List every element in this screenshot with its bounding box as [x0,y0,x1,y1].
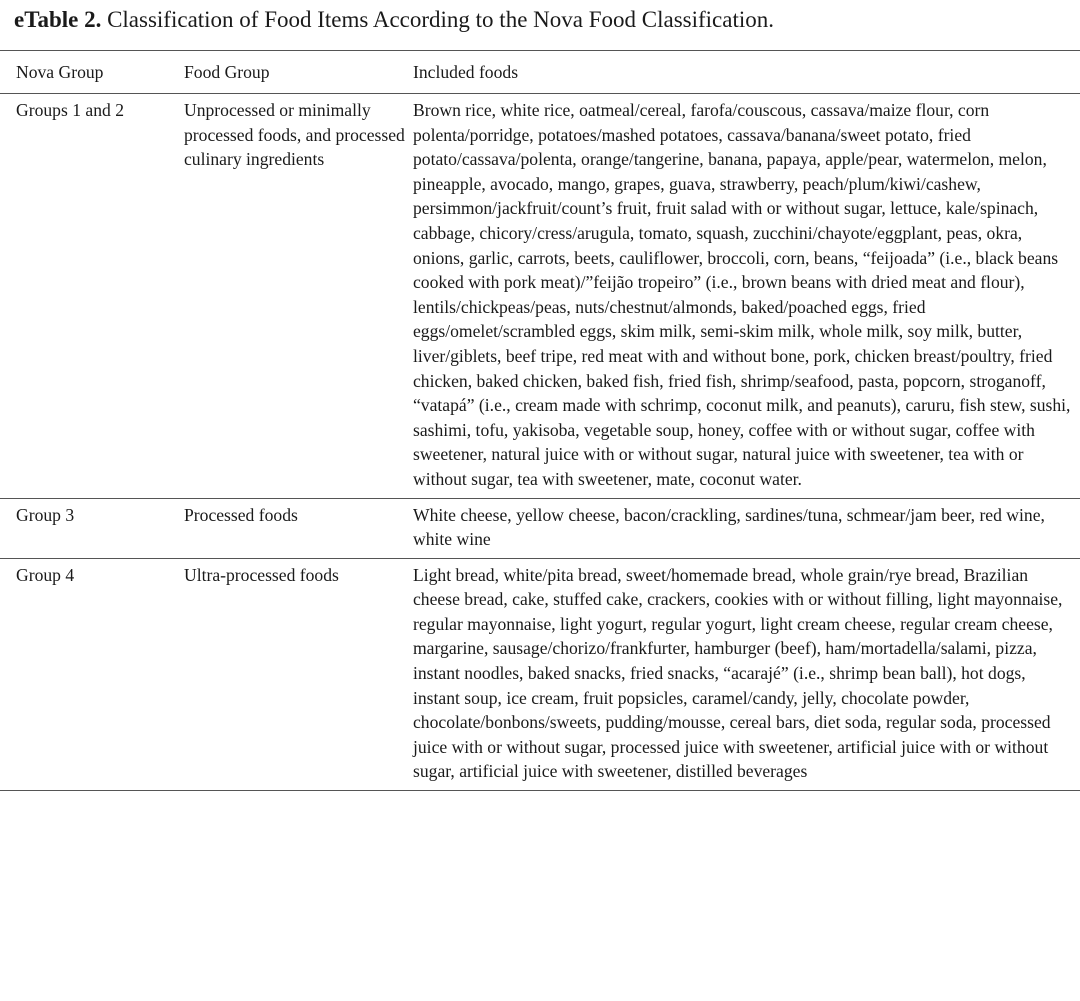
nova-classification-table [0,50,1080,791]
cell-nova-group: Groups 1 and 2 [16,100,124,120]
header-row [0,51,1080,94]
cell-food-group: Ultra-processed foods [184,564,339,585]
table-row [0,498,1080,558]
table-body [0,94,1080,791]
table-row [0,94,1080,499]
table-caption [14,4,774,36]
header-included-foods: Included foods [413,61,519,82]
cell-nova-group: Group 4 [16,564,75,585]
table-header [0,51,1080,94]
cell-food-group: Processed foods [184,504,298,525]
cell-included-foods: Light bread, white/pita bread, sweet/homemade bread, whole grain/rye bread, Brazilian cheese bread, cake, stuffed cake, crackers, cookies with or without filling, light mayonnaise, regular mayonnaise, light yogurt, regular yogurt, light cream cheese, regular cream cheese, margarine, sausage/chorizo/frankfurter, hamburger (beef), ham/mortadella/salami, pizza, instant noodles, baked snacks, fried snacks, “acarajé” (i.e., shrimp bean ball), hot dogs, instant soup, ice cream, fruit popsicles, caramel/candy, jelly, chocolate powder, chocolate/bonbons/sweets, pudding/mousse, cereal bars, diet soda, regular soda, processed juice with or without sugar, processed juice with sweetener, artificial juice with or without sugar, artificial juice with sweetener, distilled beverages [413,564,1063,782]
table-caption-label: eTable 2. [14,7,102,32]
header-food-group: Food Group [184,61,270,82]
cell-nova-group: Group 3 [16,504,75,525]
cell-included-foods: White cheese, yellow cheese, bacon/crackling, sardines/tuna, schmear/jam beer, red wine, white wine [413,504,1045,550]
header-nova-group: Nova Group [16,61,104,82]
cell-food-group: Unprocessed or minimally processed foods, and processed culinary ingredients [184,100,405,170]
table-caption-text: Classification of Food Items According to the Nova Food Classification. [107,7,774,32]
cell-included-foods: Brown rice, white rice, oatmeal/cereal, farofa/couscous, cassava/maize flour, corn polenta/porridge, potatoes/mashed potatoes, cassava/banana/sweet potato, fried potato/cassava/polenta, orange/tangerine, banana, papaya, apple/pear, watermelon, melon, pineapple, avocado, mango, grapes, guava, strawberry, peach/plum/kiwi/cashew, persimmon/jackfruit/count’s fruit, fruit salad with or without sugar, lettuce, kale/spinach, cabbage, chicory/cress/arugula, tomato, squash, zucchini/chayote/eggplant, peas, okra, onions, garlic, carrots, beets, cauliflower, broccoli, corn, beans, “feijoada” (i.e., black beans cooked with pork meat)/”feijão tropeiro” (i.e., brown beans with dried meat and flour), lentils/chickpeas/peas, nuts/chestnut/almonds, baked/poached eggs, fried eggs/omelet/scrambled eggs, skim milk, semi-skim milk, whole milk, soy milk, butter, liver/giblets, beef tripe, red meat with and without bone, pork, chicken breast/poultry, fried chicken, baked chicken, baked fish, fried fish, shrimp/seafood, pasta, popcorn, stroganoff, “vatapá” (i.e., cream made with schrimp, coconut milk, and peanuts), caruru, fish stew, sushi, sashimi, tofu, yakisoba, vegetable soup, honey, coffee with or without sugar, coffee with sweetener, natural juice with or without sugar, natural juice with sweetener, tea with or without sugar, tea with sweetener, mate, coconut water. [413,100,1071,489]
table-row [0,558,1080,790]
